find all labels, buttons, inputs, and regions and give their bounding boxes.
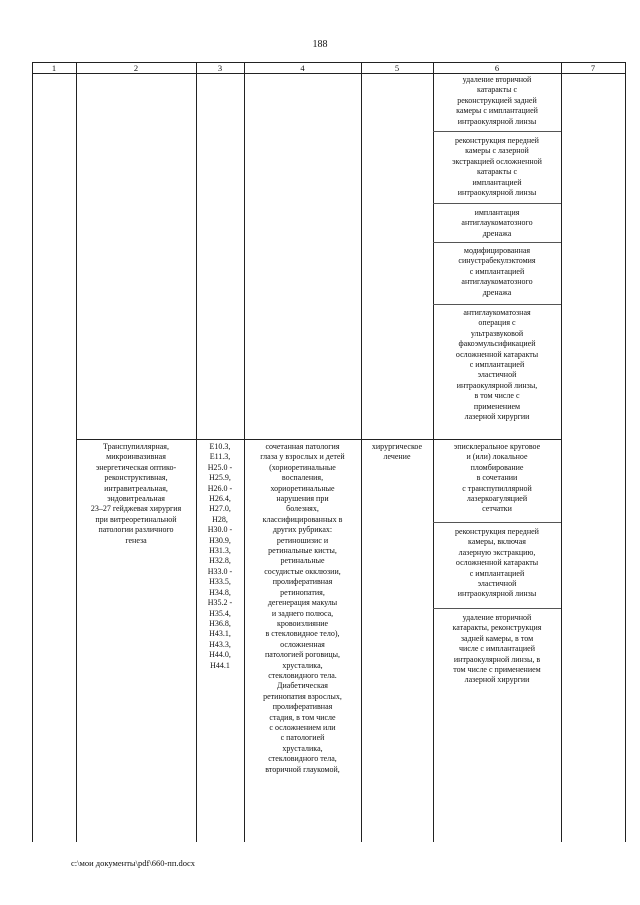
- method-cell: реконструкция передней камеры, включая лазерную экстракцию, осложненной катаракты с имплантацией эластичной интраокулярной линзы: [455, 527, 539, 599]
- method-cell: эписклеральное круговое и (или) локальное пломбирование в сочетании с транспупиллярной лазеркоагуляцией сетчатки: [453, 442, 541, 514]
- patient-model-cell: сочетанная патология глаза у взрослых и детей (хориоретинальные воспаления, хориоретинальные нарушения при болезнях, классифицированных в других рубриках: ретиношизис и ретинальные кисты, ретинальные сосудистые окклюзии, пролиферативная ретинопатия, дегенерация макулы и заднего полюса, кровоизлияние в стекловидное тело), осложненная патологией роговицы, хрусталика, стекловидного тела. Диабетическая ретинопатия взрослых, пролиферативная стадия, в том числе с осложнением или с патологией хрусталика, стекловидного тела, вторичной глаукомой,: [260, 442, 345, 774]
- header-col-4: 4: [300, 63, 305, 73]
- header-col-2: 2: [133, 63, 139, 73]
- header-col-5: 5: [394, 63, 400, 73]
- method-cell: удаление вторичной катаракты с реконструкцией задней камеры с имплантацией интраокулярной линзы: [456, 75, 538, 126]
- header-col-6: 6: [494, 63, 500, 73]
- method-cell: антиглаукоматозная операция с ультразвуковой факоэмульсификацией осложненной катаракты с имплантацией эластичной интраокулярной линзы, в том числе с применением лазерной хирургии: [455, 308, 539, 422]
- table-border-right: [625, 62, 626, 842]
- method-divider: [433, 522, 561, 523]
- col-divider: [196, 62, 197, 842]
- method-divider: [433, 203, 561, 204]
- method-divider: [433, 242, 561, 243]
- method-divider: [433, 304, 561, 305]
- icd-codes-cell: Е10.3, Е11.3, Н25.0 - Н25.9, Н26.0 - Н26.4, Н27.0, Н28, Н30.0 - Н30.9, Н31.3, Н32.8, Н33.0 - Н33.5, Н34.8, Н35.2 - Н35.4, Н36.8, Н43.1, Н43.3, Н44.0, Н44.1: [207, 442, 233, 670]
- footer-file-path: c:\мои документы\pdf\660-пп.docx: [71, 858, 196, 868]
- col-divider: [433, 62, 434, 842]
- method-divider: [433, 131, 561, 132]
- services-table: [32, 62, 625, 842]
- method-cell: удаление вторичной катаракты, реконструкция задней камеры, в том числе с имплантацией интраокулярной линзы, в том числе с применением лазерной хирургии: [452, 613, 542, 685]
- header-col-1: 1: [51, 63, 57, 73]
- method-cell: модифицированная синустрабекулэктомия с имплантацией антиглаукоматозного дренажа: [458, 246, 536, 297]
- treatment-type-cell: хирургическое лечение: [371, 442, 423, 462]
- page-number: 188: [312, 39, 328, 50]
- method-divider: [433, 608, 561, 609]
- header-col-3: 3: [217, 63, 223, 73]
- col-divider: [244, 62, 245, 842]
- service-name-cell: Транспупиллярная, микроинвазивная энергетическая оптико- реконструктивная, интравитреальная, эндовитреальная 23–27 гейджевая хирургия при витреоретинальной патологии различного генеза: [90, 442, 182, 545]
- row-divider: [76, 439, 561, 440]
- col-divider: [561, 62, 562, 842]
- method-cell: имплантация антиглаукоматозного дренажа: [461, 208, 533, 238]
- table-border-left: [32, 62, 33, 842]
- method-cell: реконструкция передней камеры с лазерной экстракцией осложненной катаракты с имплантацией интраокулярной линзы: [452, 136, 542, 198]
- col-divider: [361, 62, 362, 842]
- header-col-7: 7: [590, 63, 596, 73]
- col-divider: [76, 62, 77, 842]
